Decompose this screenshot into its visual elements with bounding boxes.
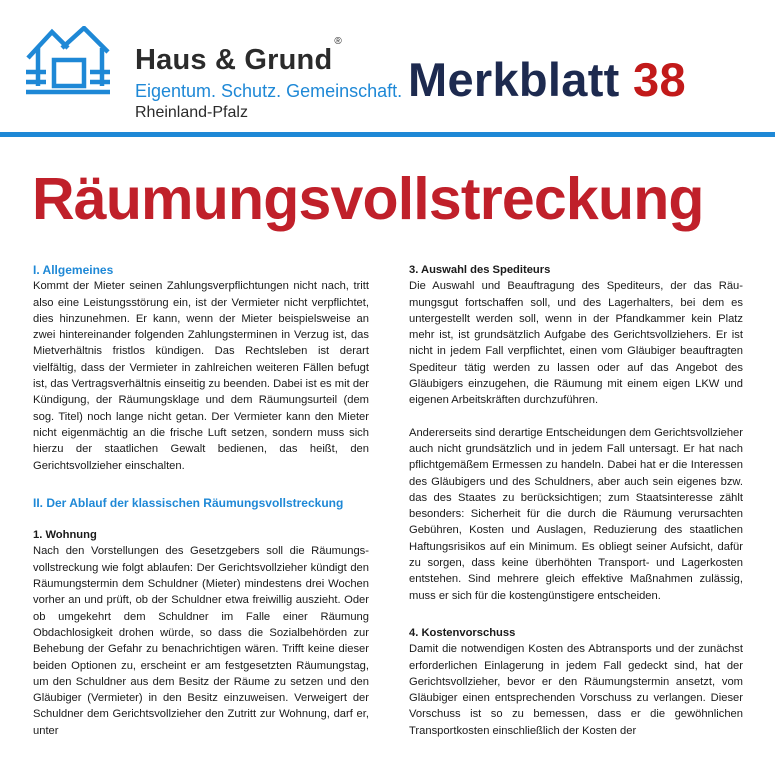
page-header [0, 0, 775, 140]
right-column [409, 262, 743, 739]
subsection-text-spediteur: Die Auswahl und Beauftragung des Spediteurs, der das Räumungsgut fortschaffen soll, und des Lagerhalters, bei dem es untergestellt werden soll, wenn in der Pfandkammer kein Platz mehr ist, ist grundsätzlich Aufgabe des Gerichtsvollziehers. Er ist nicht in jedem Fall verpflichtet, einen vom Gläubiger beauftragten Spediteur tätig werden zu lassen oder auf das Angebot des Gläubigers einzugehen, die Räumung mit einem eigen LKW und eigenen Arbeitskräften durchzuführen. [409, 280, 743, 407]
house-logo-icon [24, 26, 112, 98]
subsection-text-spediteur-2: Andererseits sind derartige Entscheidungen dem Gerichtsvollzieher auch nicht grundsätzlich und in jedem Fall untersagt. Er hat nach pflichtgemäßem Ermessen zu handeln. Dabei hat er die Interessen des Gläubigers und des Schuldners, aber auch sein eigenes bzw. das des Staates zu berücksichtigen; zum Staatsinteresse zählt besonders: Sicherheit für die durch die Räumung verursachten Gebühren, Kosten und Auslagen, Reduzierung des staatlichen Haftungsrisikos auf ein Minimum. Es obliegt seiner Aufsicht, dafür zu sorgen, dass keine überhöhten Transport- und Lagerkosten entstehen. Sind mehrere gleich effektive Maßnahmen zulässig, muss er sich für die kostengünstigere entscheiden. [409, 426, 743, 602]
brand-slogan: Eigentum. Schutz. Gemeinschaft. [135, 81, 403, 101]
subheading-wohnung: 1. Wohnung [33, 529, 97, 542]
brand-region: Rheinland-Pfalz [135, 104, 248, 121]
subheading-kostenvorschuss: 4. Kostenvorschuss [409, 626, 516, 639]
merkblatt-label: Merkblatt 38 [408, 53, 686, 106]
left-column [33, 262, 369, 739]
subheading-spediteur: 3. Auswahl des Spediteurs [409, 264, 551, 276]
section-heading-ablauf: II. Der Ablauf der klassischen Räumungsvollstreckung [33, 495, 344, 510]
subsection-text-kostenvorschuss: Damit die notwendigen Kosten des Abtransports und der zunächst erforderlichen Einlagerung in jedem Fall gedeckt sind, hat der Gerichtsvollzieher, bevor er den Räumungstermin ansetzt, vom Gläubiger einen entsprechenden Vorschuss zu verlangen. Dieser Vorschuss ist so zu bemessen, dass er die gewöhnlichen Transportkosten einschließlich der Kosten der [409, 643, 743, 737]
header-divider [0, 132, 775, 137]
section-text-allgemeines: Kommt der Mieter seinen Zahlungsverpflichtungen nicht nach, tritt also eine Leistungsstörung ein, ist der Vermieter nicht verpflichtet, dies hinzunehmen. Er kann, wenn der Mieter beispielsweise an zwei hintereinander folgenden Zahlungsterminen in Verzug ist, das Mietverhältnis fristlos kündigen. Das Rechtsleben ist derart vielfältig, dass der Vermieter in zahlreichen weiteren Fällen befugt ist, das Vertragsverhältnis einseitig zu beenden. Dabei ist es mit der Kündigung, der Räumungsklage und dem Räumungsurteil (dem sog. Titel) noch lange nicht getan. Der Vermieter kann den Mieter nicht eigenmächtig an die frische Luft setzen, sondern muss sich hierzu der staatlichen Gewalt bedienen, das heißt, den Gerichtsvollzieher einschalten. [33, 280, 369, 472]
page-title: Räumungsvollstreckung [32, 166, 704, 232]
section-heading-allgemeines: I. Allgemeines [33, 263, 114, 277]
registered-mark: ® [334, 36, 342, 48]
subsection-text-wohnung: Nach den Vorstellungen des Gesetzgebers soll die Räumungsvollstreckung wie folgt ablaufen: Der Gerichtsvollzieher kündigt den Räumungstermin dem Schuldner (Mieter) mindestens drei Wochen vorher an und prüft, ob der Schuldner etwa freiwillig auszieht. Oder ob umgekehrt dem Schuldner im Falle einer Räumung Obdachlosigkeit drohen würde, so dass die Sozialbehörden zur Behebung der Gefahr zu benachrichtigen wären. Trifft keine dieser beiden Optionen zu, erscheint er am festgesetzten Räumungstag, um den Schuldner aus dem Besitz der Räume zu setzen und den Gläubiger (Vermieter) in den Besitz einzuweisen. Verweigert der Schuldner dem Gerichtsvollzieher den Zutritt zur Wohnung, darf er, unter [33, 545, 369, 737]
merkblatt-number: 38 [633, 53, 686, 106]
brand-name: Haus & Grund® [135, 36, 342, 76]
